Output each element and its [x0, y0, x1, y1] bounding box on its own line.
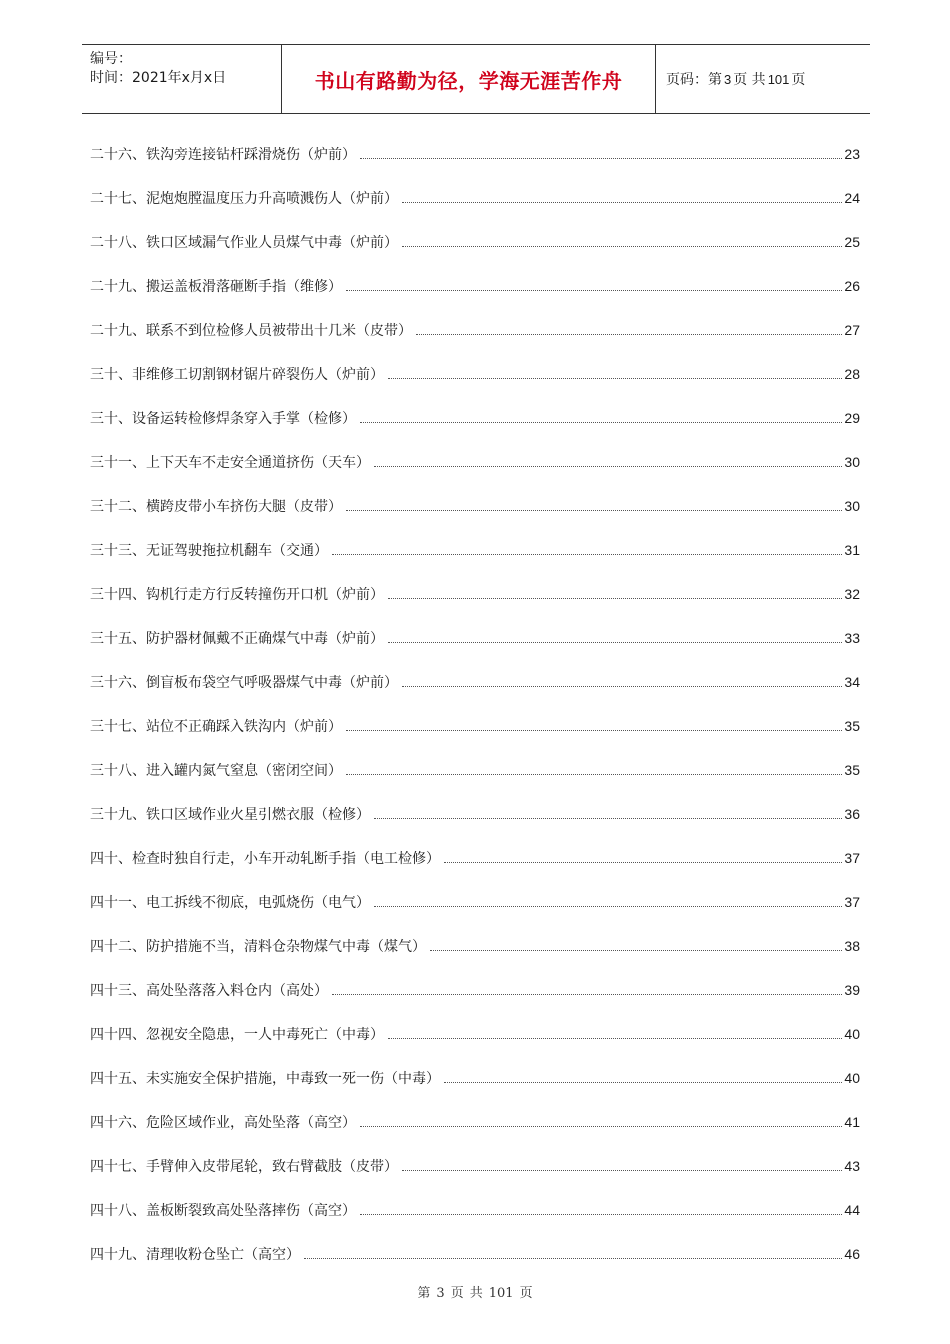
toc-entry[interactable] — [90, 220, 860, 264]
toc-entry-title[interactable]: 四十七、手臂伸入皮带尾轮，致右臂截肢（皮带） — [90, 1159, 398, 1175]
toc-entry-page[interactable]: 32 — [844, 586, 860, 602]
toc-dot-leader — [402, 1170, 842, 1171]
toc-entry[interactable] — [90, 1188, 860, 1232]
toc-entry-page[interactable]: 28 — [844, 366, 860, 382]
toc-entry[interactable] — [90, 176, 860, 220]
toc-entry-title[interactable]: 四十四、忽视安全隐患，一人中毒死亡（中毒） — [90, 1027, 384, 1043]
footer-page-number: 3 — [436, 1286, 445, 1301]
toc-entry-page[interactable]: 40 — [844, 1026, 860, 1042]
toc-entry[interactable] — [90, 704, 860, 748]
toc-entry[interactable] — [90, 1232, 860, 1276]
time-label: 时间：2021年x月x日 — [90, 70, 227, 86]
toc-entry[interactable] — [90, 660, 860, 704]
toc-entry-title[interactable]: 四十一、电工拆线不彻底，电弧烧伤（电气） — [90, 895, 370, 911]
toc-entry-title[interactable]: 三十八、进入罐内氮气窒息（密闭空间） — [90, 763, 342, 779]
toc-entry[interactable] — [90, 1100, 860, 1144]
toc-dot-leader — [304, 1258, 842, 1259]
footer-di: 第 — [417, 1286, 431, 1301]
toc-entry-page[interactable]: 34 — [844, 674, 860, 690]
toc-entry-page[interactable]: 24 — [844, 190, 860, 206]
toc-dot-leader — [332, 554, 842, 555]
toc-dot-leader — [360, 1214, 842, 1215]
toc-dot-leader — [374, 906, 842, 907]
toc-dot-leader — [444, 862, 842, 863]
toc-entry-title[interactable]: 三十四、钩机行走方行反转撞伤开口机（炉前） — [90, 587, 384, 603]
toc-entry-page[interactable]: 33 — [844, 630, 860, 646]
toc-dot-leader — [402, 246, 842, 247]
toc-dot-leader — [388, 598, 842, 599]
toc-entry-page[interactable]: 41 — [844, 1114, 860, 1130]
footer-gong: 共 — [469, 1286, 483, 1301]
toc-dot-leader — [360, 158, 842, 159]
toc-entry-title[interactable]: 四十八、盖板断裂致高处坠落摔伤（高空） — [90, 1203, 356, 1219]
toc-entry[interactable] — [90, 572, 860, 616]
toc-entry-page[interactable]: 23 — [844, 146, 860, 162]
toc-entry-title[interactable]: 四十五、未实施安全保护措施，中毒致一死一伤（中毒） — [90, 1071, 440, 1087]
toc-entry-page[interactable]: 44 — [844, 1202, 860, 1218]
toc-entry[interactable] — [90, 484, 860, 528]
toc-dot-leader — [346, 730, 842, 731]
table-of-contents — [90, 132, 860, 1276]
toc-entry-title[interactable]: 二十六、铁沟旁连接钻杆踩滑烧伤（炉前） — [90, 147, 356, 163]
toc-entry-page[interactable]: 36 — [844, 806, 860, 822]
toc-entry[interactable] — [90, 1144, 860, 1188]
toc-entry[interactable] — [90, 132, 860, 176]
toc-entry-page[interactable]: 29 — [844, 410, 860, 426]
header-slogan: 书山有路勤为径，学海无涯苦作舟 — [282, 45, 656, 113]
toc-entry-title[interactable]: 四十二、防护措施不当，清料仓杂物煤气中毒（煤气） — [90, 939, 426, 955]
toc-entry-title[interactable]: 三十九、铁口区域作业火星引燃衣服（检修） — [90, 807, 370, 823]
toc-entry-title[interactable]: 三十五、防护器材佩戴不正确煤气中毒（炉前） — [90, 631, 384, 647]
toc-entry-page[interactable]: 39 — [844, 982, 860, 998]
toc-entry-title[interactable]: 三十、非维修工切割钢材锯片碎裂伤人（炉前） — [90, 367, 384, 383]
page-total: 101 — [767, 71, 790, 87]
toc-dot-leader — [388, 378, 842, 379]
toc-entry[interactable] — [90, 924, 860, 968]
toc-entry-title[interactable]: 四十九、清理收粉仓坠亡（高空） — [90, 1247, 300, 1263]
toc-entry-page[interactable]: 37 — [844, 894, 860, 910]
toc-entry[interactable] — [90, 528, 860, 572]
toc-dot-leader — [374, 466, 842, 467]
toc-entry-title[interactable]: 二十九、联系不到位检修人员被带出十几米（皮带） — [90, 323, 412, 339]
toc-entry[interactable] — [90, 440, 860, 484]
toc-entry[interactable] — [90, 836, 860, 880]
toc-entry-page[interactable]: 30 — [844, 454, 860, 470]
toc-dot-leader — [430, 950, 842, 951]
footer-ye: 页 — [450, 1286, 464, 1301]
toc-entry-page[interactable]: 25 — [844, 234, 860, 250]
toc-entry-page[interactable]: 37 — [844, 850, 860, 866]
page-footer — [0, 1282, 950, 1301]
toc-entry-title[interactable]: 二十九、搬运盖板滑落砸断手指（维修） — [90, 279, 342, 295]
toc-entry-page[interactable]: 40 — [844, 1070, 860, 1086]
toc-entry-page[interactable]: 30 — [844, 498, 860, 514]
toc-entry[interactable] — [90, 880, 860, 924]
toc-entry[interactable] — [90, 1012, 860, 1056]
toc-dot-leader — [388, 1038, 842, 1039]
toc-entry-page[interactable]: 35 — [844, 762, 860, 778]
toc-dot-leader — [346, 290, 842, 291]
toc-entry-page[interactable]: 35 — [844, 718, 860, 734]
page-prefix: 页码：第 — [666, 72, 722, 88]
header-meta — [82, 45, 282, 113]
toc-dot-leader — [388, 642, 842, 643]
toc-entry-title[interactable]: 三十三、无证驾驶拖拉机翻车（交通） — [90, 543, 328, 559]
footer-total: 101 — [488, 1286, 514, 1301]
toc-entry-title[interactable]: 三十一、上下天车不走安全通道挤伤（天车） — [90, 455, 370, 471]
toc-dot-leader — [360, 422, 842, 423]
toc-dot-leader — [346, 510, 842, 511]
toc-entry[interactable] — [90, 308, 860, 352]
toc-entry[interactable] — [90, 396, 860, 440]
toc-entry-title[interactable]: 三十、设备运转检修焊条穿入手掌（检修） — [90, 411, 356, 427]
toc-dot-leader — [374, 818, 842, 819]
toc-entry-title[interactable]: 四十三、高处坠落落入料仓内（高处） — [90, 983, 328, 999]
page-number: 3 — [724, 71, 732, 87]
toc-entry[interactable] — [90, 352, 860, 396]
toc-dot-leader — [402, 686, 842, 687]
toc-entry-title[interactable]: 四十六、危险区域作业，高处坠落（高空） — [90, 1115, 356, 1131]
toc-entry[interactable] — [90, 748, 860, 792]
toc-dot-leader — [402, 202, 842, 203]
toc-dot-leader — [360, 1126, 842, 1127]
toc-entry[interactable] — [90, 616, 860, 660]
code-label: 编号： — [90, 51, 132, 67]
toc-entry-title[interactable]: 四十、检查时独自行走，小车开动轧断手指（电工检修） — [90, 851, 440, 867]
toc-entry[interactable] — [90, 792, 860, 836]
toc-entry-title[interactable]: 三十七、站位不正确踩入铁沟内（炉前） — [90, 719, 342, 735]
page-suffix: 页 — [791, 72, 806, 88]
toc-entry[interactable] — [90, 1056, 860, 1100]
page-header — [82, 44, 870, 114]
toc-entry-page[interactable]: 43 — [844, 1158, 860, 1174]
toc-entry[interactable] — [90, 968, 860, 1012]
toc-entry-title[interactable]: 三十二、横跨皮带小车挤伤大腿（皮带） — [90, 499, 342, 515]
toc-entry[interactable] — [90, 264, 860, 308]
toc-entry-page[interactable]: 26 — [844, 278, 860, 294]
page-mid: 页 共 — [733, 72, 766, 88]
header-page-info — [656, 45, 870, 113]
toc-entry-page[interactable]: 31 — [844, 542, 860, 558]
toc-entry-title[interactable]: 三十六、倒盲板布袋空气呼吸器煤气中毒（炉前） — [90, 675, 398, 691]
toc-entry-title[interactable]: 二十七、泥炮炮膛温度压力升高喷溅伤人（炉前） — [90, 191, 398, 207]
toc-dot-leader — [444, 1082, 842, 1083]
toc-dot-leader — [332, 994, 842, 995]
toc-entry-page[interactable]: 46 — [844, 1246, 860, 1262]
toc-entry-title[interactable]: 二十八、铁口区域漏气作业人员煤气中毒（炉前） — [90, 235, 398, 251]
toc-dot-leader — [416, 334, 842, 335]
toc-entry-page[interactable]: 27 — [844, 322, 860, 338]
toc-dot-leader — [346, 774, 842, 775]
toc-entry-page[interactable]: 38 — [844, 938, 860, 954]
footer-ye-end: 页 — [519, 1286, 533, 1301]
